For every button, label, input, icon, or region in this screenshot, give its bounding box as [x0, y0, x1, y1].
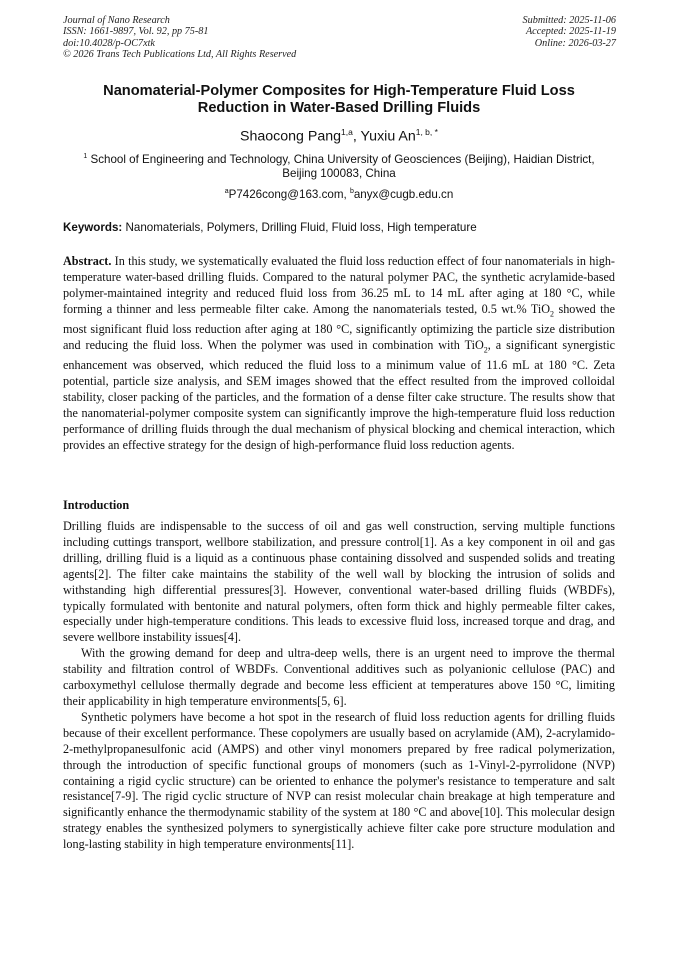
abstract-label: Abstract. [63, 254, 112, 268]
abstract-text-3: , a significant synergistic enhancement was observed, which reduced the fluid loss to a minimum value of 11.6 mL at 180 °C. Zeta potential, particle size analysis, and SEM images showed that the effect resulted from the improved colloidal stability, closer packing of the particles, and the formation of a dense filter cake structure. The results show that the nanomaterial-polymer composite system can significantly improve the high-temperature fluid loss reduction performance of drilling fluids through the dual mechanism of physical blocking and chemical interaction, which provides an effective strategy for the design of high-performance fluid loss reduction agents. [63, 337, 616, 452]
email-b[interactable]: anyx@cugb.edu.cn [353, 187, 454, 201]
intro-paragraph-2: With the growing demand for deep and ultra-deep wells, there is an urgent need to improve the thermal stability and filtration control of WBDFs. Conventional additives such as polyanionic cellulose (PAC) and carboxymethyl cellulose thermally degrade and become less efficient at temperatures above 150 °C, limiting their applicability in high temperature environments[5, 6]. [63, 646, 615, 708]
keywords-label: Keywords: [63, 221, 123, 234]
submitted-date: Submitted: 2025-11-06 [522, 15, 616, 26]
publication-dates [523, 15, 616, 49]
author-1-name: Shaocong Pang [240, 128, 342, 145]
email-a-mark: a [224, 188, 229, 195]
doi[interactable]: doi:10.4028/p-OC7xtk [63, 37, 155, 49]
title-line-1: Nanomaterial-Polymer Composites for High-Temperature Fluid Loss [103, 83, 575, 99]
affiliation-mark: 1 [83, 153, 88, 160]
affiliation [60, 150, 618, 182]
abstract-subscript-1: 2 [550, 309, 555, 319]
author-2-affil-mark: 1, b, * [415, 127, 438, 137]
email-separator: , [343, 187, 350, 201]
journal-info [63, 15, 296, 61]
introduction-body [63, 519, 615, 853]
online-date: Online: 2026-03-27 [534, 37, 616, 49]
abstract-subscript-2: 2 [483, 345, 488, 355]
author-2-name: Yuxiu An [360, 128, 416, 145]
accepted-date: Accepted: 2025-11-19 [525, 26, 616, 38]
paper-title [60, 83, 618, 117]
author-1-affil-mark: 1,a [341, 127, 353, 137]
abstract [63, 254, 615, 454]
intro-paragraph-1: Drilling fluids are indispensable to the success of oil and gas well construction, serving multiple functions including cuttings transport, wellbore stabilization, and pressure control[1]. As a key component in oil and gas drilling, drilling fluid is a liquid as a continuous phase containing dissolved and suspended solids and treating agents[2]. The filter cake maintains the stability of the well wall by blocking the intrusion of solids and withstanding high differential pressures[3]. However, conventional water-based drilling fluids (WBDFs), typically formulated with bentonite and natural polymers, often form thick and highly permeable filter cakes, especially under high-temperature conditions. This leads to excessive fluid loss, increased torque and drag, and severe wellbore instability issues[4]. [63, 519, 615, 645]
affiliation-line-1: School of Engineering and Technology, China University of Geosciences (Beijing), Haidian District, [87, 152, 595, 166]
introduction-heading: Introduction [63, 498, 130, 512]
keywords-text: Nanomaterials, Polymers, Drilling Fluid, Fluid loss, High temperature [122, 221, 477, 234]
email-b-mark: b [349, 188, 354, 195]
keywords [63, 221, 623, 235]
issn-volume: ISSN: 1661-9897, Vol. 92, pp 75-81 [63, 26, 209, 38]
author-separator: , [352, 128, 361, 145]
author-emails [60, 185, 618, 202]
abstract-text-2: showed the most significant fluid loss reduction after aging at 180 °C, significantly optimizing the particle size distribution and reducing the fluid loss. When the polymer was used in combination with TiO [63, 301, 616, 352]
email-a[interactable]: P7426cong@163.com [228, 187, 344, 201]
intro-paragraph-3: Synthetic polymers have become a hot spot in the research of fluid loss reduction agents for drilling fluids because of their excellent performance. These copolymers are usually based on acrylamide (AM), 2-acrylamido-2-methylpropanesulfonic acid (AMPS) and other vinyl monomers prepared by free radical polymerization, through the introduction of specific functional groups of monomers (such as 1-Vinyl-2-pyrrolidone (NVP) containing a rigid cyclic structure) can be oriented to enhance the polymer's resistance to temperature and salt resistance[7-9]. The rigid cyclic structure of NVP can resist molecular chain breakage at high temperature and significantly enhance the thermodynamic stability of the system at 180 °C and above[10]. This molecular design strategy enables the synthesized polymers to synergistically achieve filter cake pore structure modulation and long-lasting stability in high temperature environments[11]. [63, 709, 615, 852]
author-list [60, 124, 618, 146]
abstract-text-1: In this study, we systematically evaluated the fluid loss reduction effect of four nanomaterials in high-temperature water-based drilling fluids. Compared to the natural polymer PAC, the synthetic acrylamide-based polymer-maintained integrity and reduced fluid loss from 36.25 mL to 14 mL after aging at 180 °C, while forming a thinner and less permeable filter cake. Among the nanomaterials tested, 0.5 wt.% TiO [63, 254, 615, 316]
copyright: © 2026 Trans Tech Publications Ltd, All Rights Reserved [63, 49, 297, 61]
affiliation-line-2: Beijing 100083, China [282, 167, 396, 181]
title-line-2: Reduction in Water-Based Drilling Fluids [197, 100, 481, 116]
journal-name: Journal of Nano Research [63, 15, 170, 26]
